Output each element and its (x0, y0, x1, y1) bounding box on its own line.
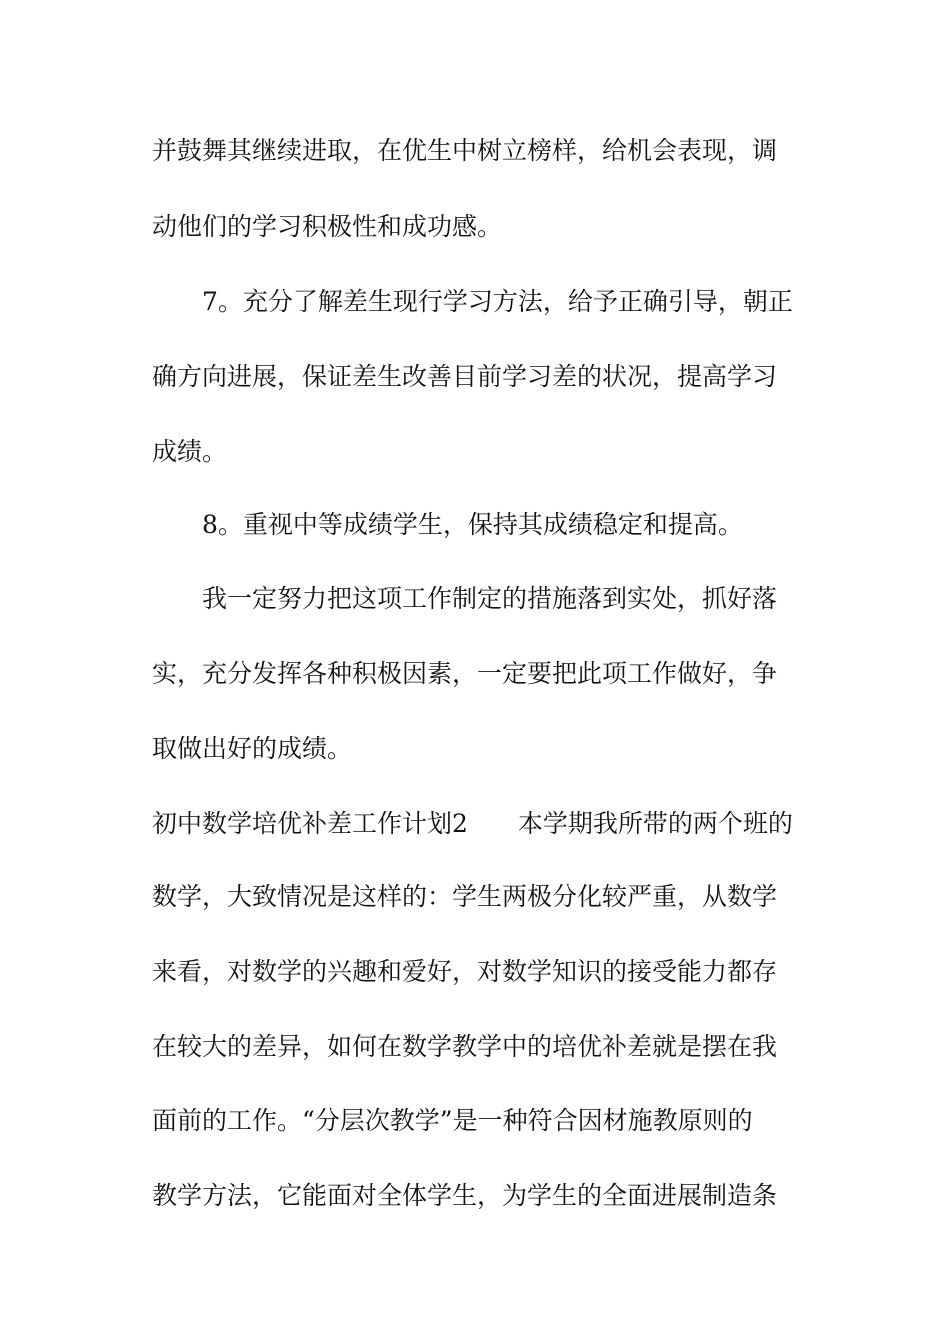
paragraph-line: 8。重视中等成绩学生，保持其成绩稳定和提高。 (202, 510, 743, 539)
paragraph-line: 教学方法，它能面对全体学生，为学生的全面进展制造条 (152, 1181, 778, 1210)
paragraph-line: 动他们的学习积极性和成功感。 (152, 212, 503, 241)
paragraph-line: 并鼓舞其继续进取，在优生中树立榜样，给机会表现，调 (152, 136, 778, 165)
paragraph-line: 在较大的差异，如何在数学教学中的培优补差就是摆在我 (152, 1032, 778, 1061)
section-heading-line: 初中数学培优补差工作计划2 本学期我所带的两个班的 (152, 809, 793, 838)
paragraph-line: 面前的工作。“分层次教学”是一种符合因材施教原则的 (152, 1106, 753, 1135)
paragraph-line: 成绩。 (152, 437, 228, 466)
paragraph-line: 来看，对数学的兴趣和爱好，对数学知识的接受能力都存 (152, 957, 778, 986)
paragraph-line: 确方向进展，保证差生改善目前学习差的状况，提高学习 (152, 362, 778, 391)
paragraph-line: 数学，大致情况是这样的：学生两极分化较严重，从数学 (152, 882, 778, 911)
paragraph-line: 实，充分发挥各种积极因素，一定要把此项工作做好，争 (152, 659, 778, 688)
paragraph-line: 我一定努力把这项工作制定的措施落到实处，抓好落 (202, 584, 778, 613)
paragraph-line: 取做出好的成绩。 (152, 734, 353, 763)
paragraph-line: 7。充分了解差生现行学习方法，给予正确引导，朝正 (202, 287, 793, 316)
